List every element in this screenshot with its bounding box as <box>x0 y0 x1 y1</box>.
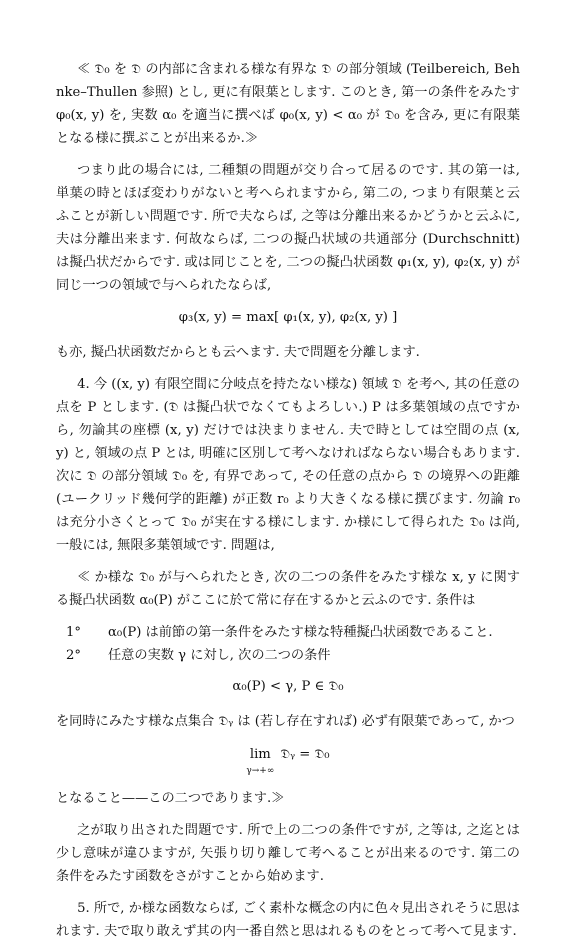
section-5-paragraph: 5. 所で, か様な函数ならば, ごく素朴な概念の内に色々見出されそうに思はれます. 夫で取り敢えず其の内一番自然と思はれるものをとって考へて見ます. <box>56 901 520 939</box>
limit-equation <box>56 743 520 777</box>
condition-1-number: 1° <box>66 625 81 640</box>
condition-1-text: α₀(P) は前節の第一条件をみたす様な特種擬凸状函数であること. <box>108 625 493 640</box>
condition-2-number: 2° <box>66 648 81 663</box>
limit-subscript: γ→+∞ <box>246 766 275 776</box>
extracted-problem-paragraph: 之が取り出された問題です. 所で上の二つの条件ですが, 之等は, 之迄とは少し意味が違ひますが, 矢張り切り離して考へることが出来るのです. 第二の条件をみたす函数をさがすことから始めます. <box>56 823 520 884</box>
point-set-paragraph: を同時にみたす様な点集合 𝔇ᵧ は (若し存在すれば) 必ず有限葉であって, かつ <box>56 714 515 729</box>
condition-equation: α₀(P) < γ, P ∈ 𝔇₀ <box>232 679 344 694</box>
problem-statement-paragraph: ≪ 𝔇₀ を 𝔇 の内部に含まれる様な有界な 𝔇 の部分領域 (Teilbereich, Behnke–Thullen 参照) とし, 更に有限葉とします. このとき, 第一の条件をみたす φ₀(x, y) を, 実数 α₀ を適当に撰べば φ₀(x, y) < α₀ が 𝔇₀ を含み, 更に有限葉となる様に撰ぶことが出来るか.≫ <box>56 62 520 146</box>
limit-label: lim <box>249 747 271 762</box>
continuation-paragraph: も亦, 擬凸状函数だからとも云へます. 夫で問題を分離します. <box>56 345 420 360</box>
separation-paragraph: つまり此の場合には, 二種類の問題が交り合って居るのです. 其の第一は, 単葉の時とほぼ変わりがないと考へられますから, 第二の, つまり有限葉と云ふことが新しい問題です. 所で夫ならば, 之等は分離出来るかどうかと云ふに, 夫は分離出来ます. 何故ならば, 二つの擬凸状域の共通部分 (Durchschnitt) は擬凸状だからです. 或は同じことを, 二つの擬凸状函数 φ₁(x, y), φ₂(x, y) が同じ一つの領域で与へられたならば, <box>56 163 520 293</box>
conditions-summary-paragraph: となること——この二つであります.≫ <box>56 791 285 806</box>
condition-2 <box>56 644 520 667</box>
limit-operator <box>246 743 274 777</box>
problem-paragraph: ≪ か様な 𝔇₀ が与へられたとき, 次の二つの条件をみたす様な x, y に関する擬凸状函数 α₀(P) がここに於て常に存在するかと云ふのです. 条件は <box>56 570 520 608</box>
section-4-paragraph: 4. 今 ((x, y) 有限空間に分岐点を持たない様な) 領域 𝔇 を考へ, 其の任意の点を P とします. (𝔇 は擬凸状でなくてもよろしい.) P は多葉領域の点ですから, 勿論其の座標 (x, y) だけでは決まりません. 夫で時としては空間の点 (x, y) と, 領域の点 P とは, 明確に区別して考へなければならない場合もあります. 次に 𝔇 の部分領域 𝔇₀ を, 有界であって, その任意の点から 𝔇 の境界への距離 (ユークリッド幾何学的距離) が正数 r₀ より大きくなる様に撰びます. 勿論 r₀ は充分小さくとって 𝔇₀ が実在する様にします. か様にして得られた 𝔇₀ は尚, 一般には, 無限多葉領域です. 問題は, <box>56 377 520 553</box>
condition-1 <box>56 621 520 644</box>
max-equation: φ₃(x, y) = max[ φ₁(x, y), φ₂(x, y) ] <box>178 310 398 325</box>
limit-expression: 𝔇ᵧ = 𝔇₀ <box>280 747 330 762</box>
condition-2-text: 任意の実数 γ に対し, 次の二つの条件 <box>108 648 331 663</box>
